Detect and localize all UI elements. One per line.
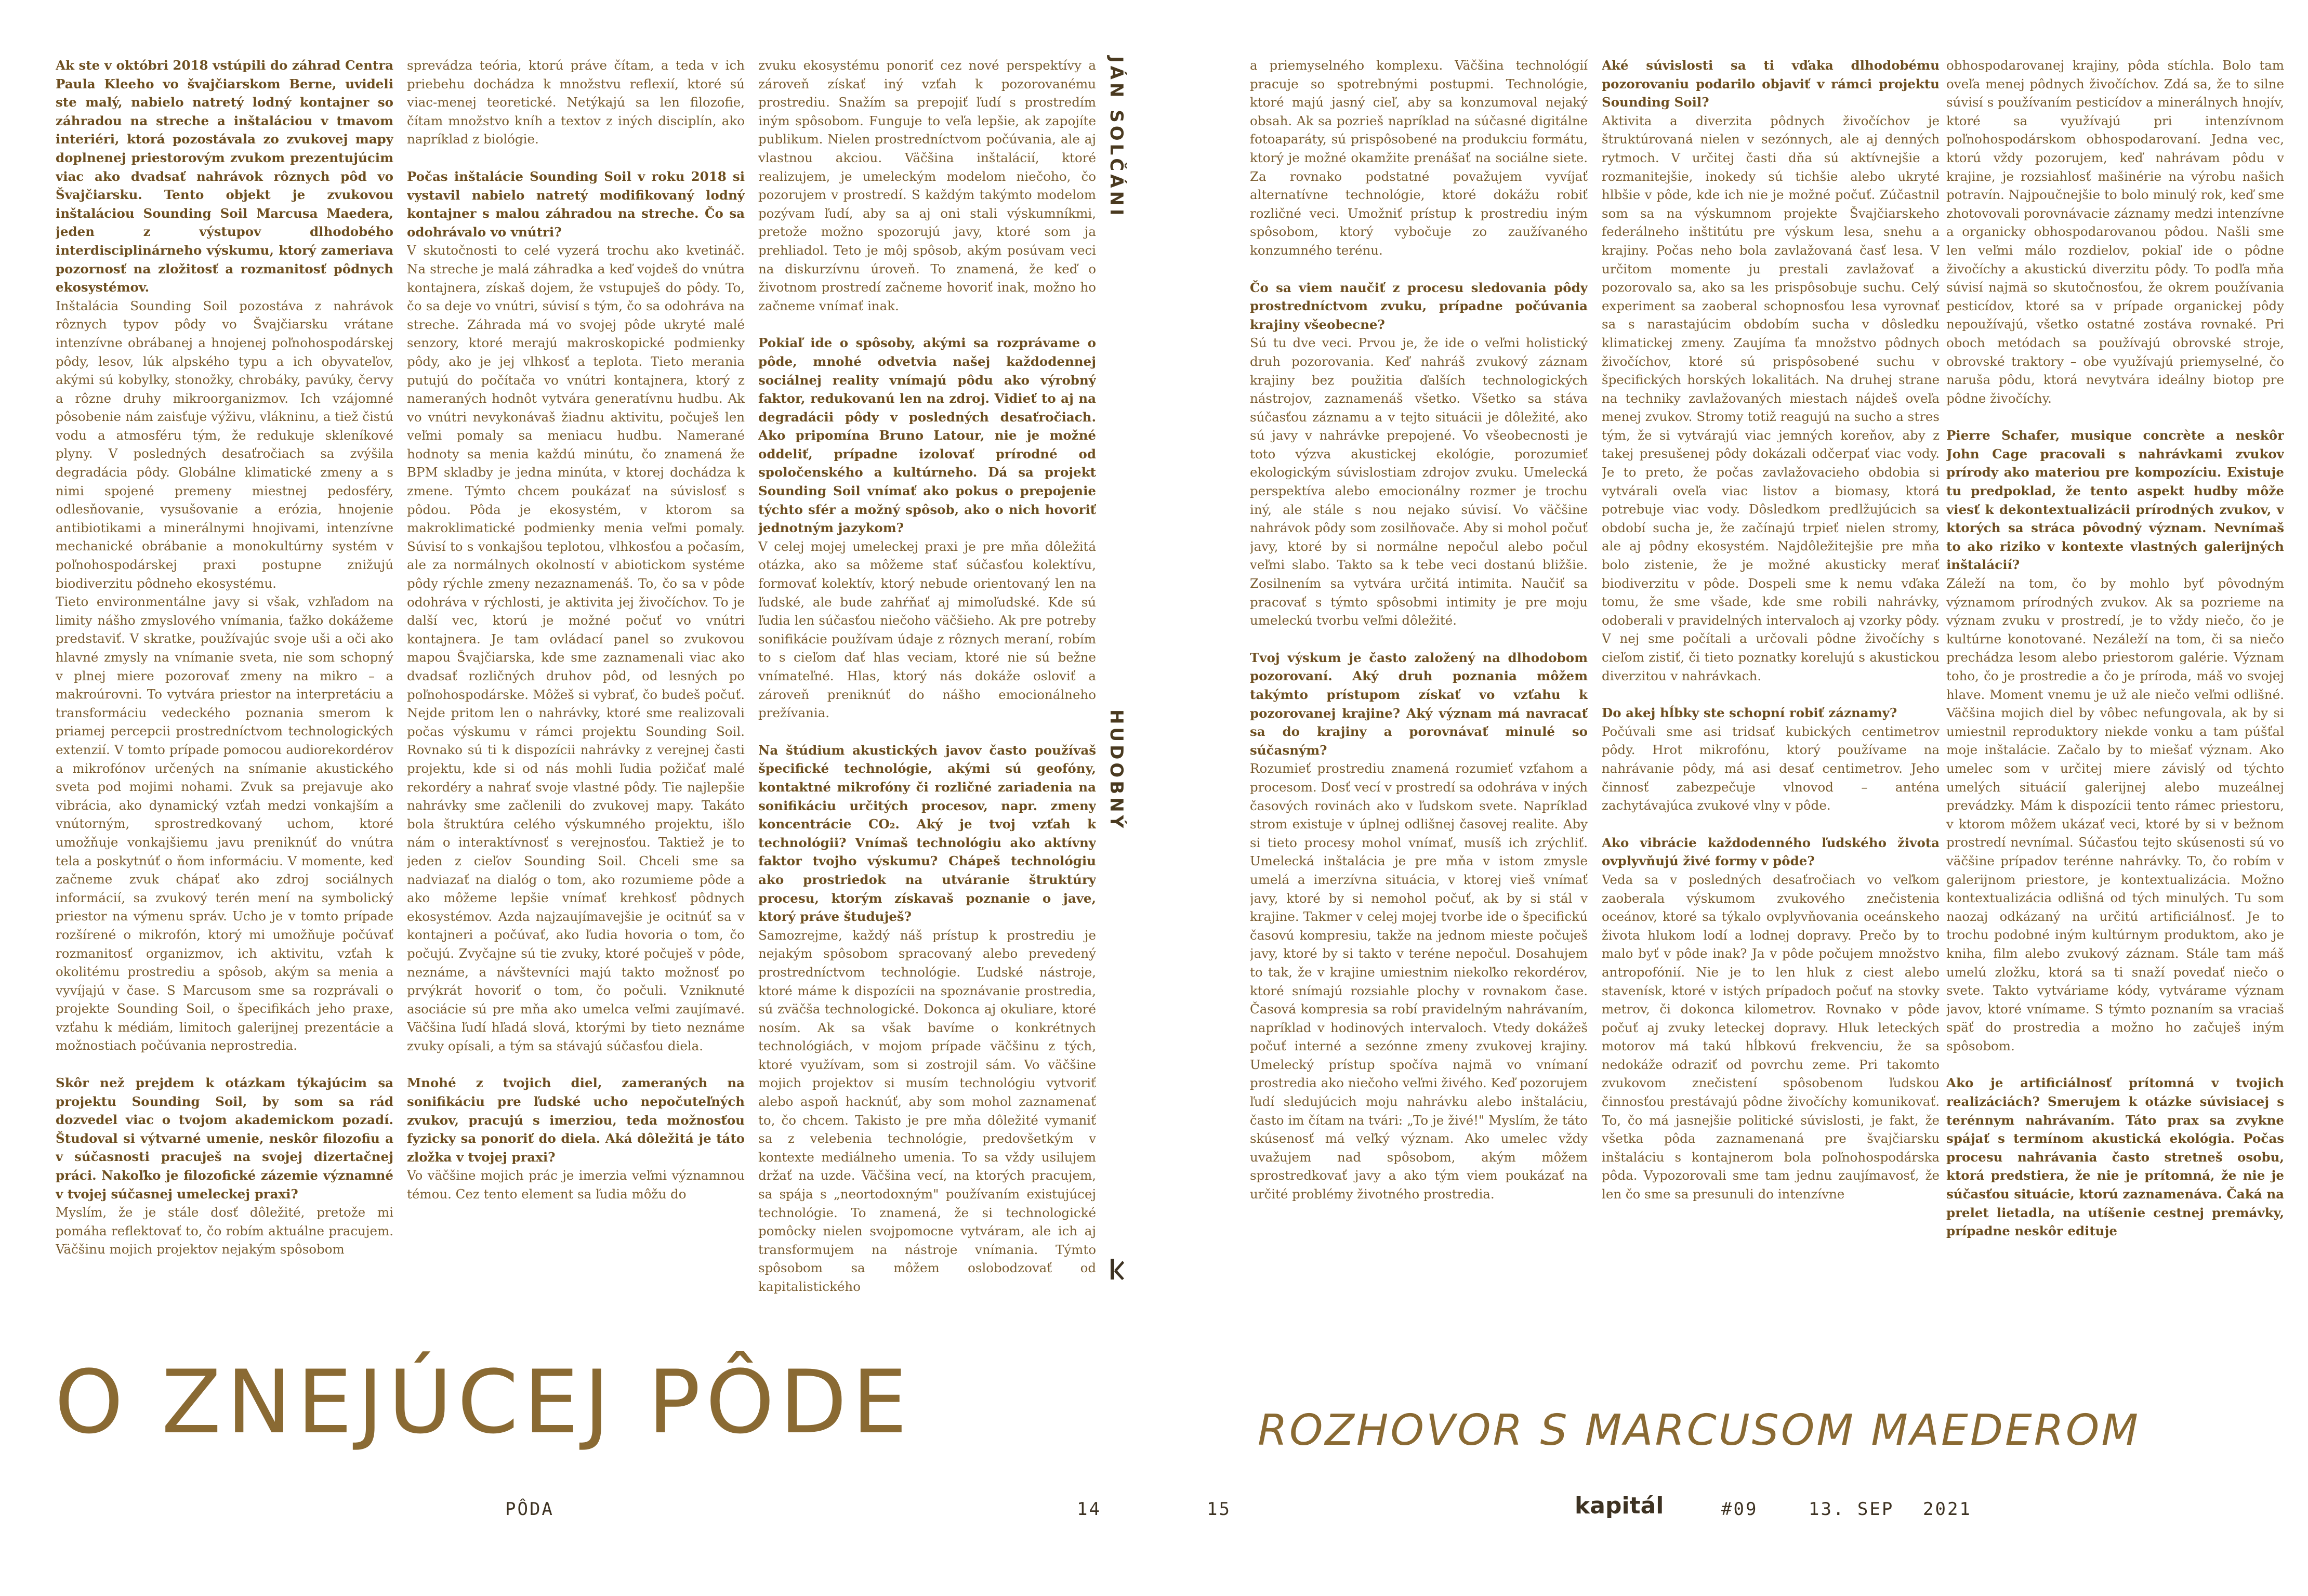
interview-question: Ako vibrácie každodenného ľudského života ovplyvňujú živé formy v pôde? (1602, 835, 1940, 869)
brand-logo: kapitál (1575, 1493, 1664, 1519)
article-column-6 (1946, 56, 2284, 1296)
section-label: HUDOBNÝ (1106, 709, 1127, 832)
interview-question: Skôr než prejdem k otázkam týkajúcim sa projektu Sounding Soil, by som sa rád dozvedel viac o tvojom akademickom pozadí. Študoval si výtvarné umenie, neskôr filozofiu a v súčasnosti pracuješ na svojej dizertačnej práci. Nakoľko je filozofické zázemie významné v tvojej súčasnej umeleckej praxi? (56, 1075, 393, 1202)
article-paragraph: sprevádza teória, ktorú práve čítam, a teda v ich priebehu dochádza k množstvu reflexií, ktoré sú viac-menej teoretické. Netýkajú sa len filozofie, čítam množstvo kníh a textov z iných disciplín, ako napríklad z biológie. (407, 58, 745, 147)
page-number-left: 14 (1077, 1499, 1101, 1520)
issue-number: #09 (1721, 1499, 1758, 1520)
article-paragraph: V celej mojej umeleckej praxi je pre mňa dôležitá otázka, ako sa môžeme stať súčasťou kolektívu, formovať kolektív, ktorý nebude orientovaný len na ľudské, ale bude zahŕňať aj mimoľudské. Kde sú ľudia len súčasťou niečoho väčšieho. Ak pre potreby sonifikácie používam údaje z rôznych meraní, robím to s cieľom dať hlas veciam, ktoré nie sú bežne vnímateľné. Hlas, ktorý nás dokáže osloviť a zároveň preniknúť do nášho emocionálneho prežívania. (758, 538, 1096, 721)
paragraph-gap (1602, 815, 1940, 834)
paragraph-gap (407, 149, 745, 167)
interview-question: Pierre Schafer, musique concrète a neskôr John Cage pracovali s nahrávkami zvukov prírody ako materiou pre kompozíciu. Existuje tu predpoklad, že tento aspekt hudby môže viesť k dekontextualizácii prírodných zvukov, v ktorých sa stráca pôvodný význam. Nevnímaš to ako riziko v kontexte vlastných galerijných inštalácií? (1946, 428, 2284, 573)
article-column-5 (1602, 56, 1940, 1296)
article-paragraph: V skutočnosti to celé vyzerá trochu ako kvetináč. Na streche je malá záhradka a keď vojdeš do vnútra kontajnera, získaš dojem, že vstupuješ do pôdy. To, čo sa deje vo vnútri, súvisí s tým, čo sa odohráva na streche. Záhrada má vo svojej pôde ukryté malé senzory, ktoré merajú makroskopické podmienky pôdy, ako je jej vlhkosť a teplota. Tieto merania putujú do počítača vo vnútri kontajnera, ktorý z nameraných hodnôt vytvára generatívnu hudbu. Ak vo vnútri nevykonávaš žiadnu aktivitu, počuješ len veľmi pomaly sa meniacu hudbu. Namerané hodnoty sa menia každú minútu, čo znamená že BPM skladby je jedna minúta, v ktorej dochádza k zmene. Týmto chcem poukázať na súvislosť s pôdou. Pôda je ekosystém, v ktorom sa makroklimatické podmienky menia veľmi pomaly. Súvisí to s vonkajšou teplotou, vlhkosťou a počasím, ale za normálnych okolností v abiotickom systéme pôdy rýchle zmeny nezaznamenáš. To, čo sa v pôde odohráva v rýchlosti, je aktivita jej živočíchov. To je další vec, ktorú je možné počuť vo vnútri kontajnera. Je tam ovládací panel so zvukovou mapou Švajčiarska, kde sme zaznamenali viac ako dvadsať rozličných druhov pôd, od lesných po poľnohospodárske. Môžeš si vybrať, čo budeš počuť. Nejde pritom len o nahrávky, ktoré sme realizovali počas výskumu v rámci projektu Sounding Soil. Rovnako sú ti k dispozícii nahrávky z verejnej časti projektu, kde si od nás mohli ľudia požičať malé rekordéry a nahrať svoje vlastné pôdy. Tie najlepšie nahrávky sme začlenili do zvukovej mapy. Takáto bola štruktúra celého výskumného projektu, išlo nám o interaktívnosť s verejnosťou. Taktiež je to jeden z cieľov Sounding Soil. Chceli sme sa nadviazať na dialóg o tom, ako rozumieme pôde a ako môžeme lepšie vnímať krehkosť pôdnych ekosystémov. Azda najzaujímavejšie je ocitnúť sa v kontajneri a počúvať, ako ľudia hovoria o tom, čo počujú. Zvyčajne sú tie zvuky, ktoré počuješ v pôde, neznáme, a návštevníci majú takto možnosť po prvýkrát hovoriť o tom, čo počuli. Vzniknuté asociácie sú pre mňa ako umelca veľmi zaujímavé. Väčšina ľudí hľadá slová, ktorými by tieto neznáme zvuky opísali, a tým sa stávajú súčasťou diela. (407, 243, 745, 1053)
footer-section-name: PÔDA (505, 1499, 554, 1520)
article-column-1 (56, 56, 393, 1296)
article-paragraph: Aktivita a diverzita pôdnych živočíchov je štruktúrovaná nielen v sezónnych, ale aj denných rytmoch. V určitej časti dňa sú aktívnejšie a rozmanitejšie, inokedy sú tichšie alebo ukryté hlbšie v pôde, kde ich nie je možné počuť. Zúčastnil som sa na výskumnom projekte Švajčiarskeho federálneho inštitútu pre výskum lesa, snehu a krajiny. Počas neho bola zavlažovaná časť lesa. V určitom momente ju prestali zavlažovať a pozorovalo sa, ako sa les prispôsobuje suchu. Celý experiment sa zaoberal schopnosťou lesa vyrovnať sa s narastajúcim obdobím sucha v dôsledku klimatickej zmeny. Zaujíma ťa množstvo pôdnych živočíchov, ktoré sú prispôsobené suchu v špecifických horských lokalitách. Na druhej strane na techniky zavlažovaných miestach nájdeš oveľa menej zvukov. Stromy totiž reagujú na sucho a stres tým, že si vytvárajú viac jemných koreňov, aby z takej presušenej pôdy dokázali odčerpať viac vody. Je to preto, že počas zavlažovacieho obdobia si vytvárali oveľa viac listov a biomasy, ktorá potrebuje viac vody. Dôsledkom predlžujúcich sa období sucha je, že začínajú trpieť nielen stromy, ale aj pôdny ekosystém. Najdôležitejšie pre mňa bolo zistenie, že je možné akusticky merať biodiverzitu v pôde. Dospeli sme k nemu vďaka tomu, že sme všade, kde sme robili nahrávky, odoberali v pravidelných intervaloch aj vzorky pôdy. V nej sme počítali a určovali pôdne živočíchy s cieľom zistiť, či tieto poznatky korelujú s akustickou diverzitou v nahrávkach. (1602, 113, 1940, 683)
paragraph-gap (758, 315, 1096, 334)
article-column-2 (407, 56, 745, 1296)
article-paragraph: Samozrejme, každý náš prístup k prostrediu je nejakým spôsobom spracovaný alebo prevedený prostredníctvom technológie. Ľudské nástroje, ktoré máme k dispozícii na spoznávanie prostredia, sú zväčša technologické. Dokonca aj okuliare, ktoré nosím. Ak sa však bavíme o konkrétnych technológiách, v mojom prípade väčšinu z tých, ktoré využívam, som si zostrojil sám. Vo väčšine mojich projektov si musím technológiu vytvoriť alebo aspoň hacknúť, aby som mohol zaznamenať to, čo chcem. Takisto je pre mňa dôležité vymaniť sa z velebenia technológie, predovšetkým v kontexte mediálneho umenia. To sa vždy usilujem držať na uzde. Väčšina vecí, na ktorých pracujem, sa spája s „neortodoxným" používaním existujúcej technológie. To znamená, že si technologické pomôcky nielen svojpomocne vytváram, ale ich aj transformujem na nástroje vnímania. Týmto spôsobom sa môžem oslobodzovať od kapitalistického (758, 927, 1096, 1294)
interview-question: Ako je artificiálnosť prítomná v tvojich realizáciách? Smerujem k otázke súvisiacej s terénnym nahrávaním. Táto prax sa zvykne spájať s termínom akustická ekológia. Počas procesu nahrávania často stretneš osobu, ktorá predstiera, že nie je prítomná, že nie je súčasťou situácie, ktorú zaznamenáva. Čaká na prelet lietadla, na utíšenie cestnej premávky, prípadne neskôr edituje (1946, 1075, 2284, 1239)
interview-question: Čo sa viem naučiť z procesu sledovania pôdy prostredníctvom zvuku, prípadne počúvania krajiny všeobecne? (1250, 280, 1588, 332)
interview-question: Do akej hĺbky ste schopní robiť záznamy? (1602, 705, 1897, 721)
article-paragraph: Veda sa v posledných desaťročiach vo veľkom zaoberala výskumom zvukového znečistenia oceánov, ktoré sa týkalo ovplyvňovania oceánskeho života hlukom lodí a lodnej dopravy. Prečo by to malo byť v pôde inak? Ja v pôde počujem množstvo antropofónií. Nie je to len hluk z ciest alebo stavenísk, ktoré v istých prípadoch počuť na stovky metrov, či dokonca kilometrov. Rovnako v pôde počuť aj zvuky leteckej dopravy. Hluk leteckých motorov má takú hĺbkovú frekvenciu, že sa nedokáže odraziť od povrchu zeme. Pri takomto zvukovom znečistení spôsobenom ľudskou činnosťou prestávajú pôdne živočíchy komunikovať. To, čo má jasnejšie politické súvislosti, je fakt, že všetka pôda zaznamenaná pre švajčiarsku inštaláciu s kontajnerom bola poľnohospodárska pôda. Vypozorovali sme tam jednu zaujímavosť, že len čo sme sa presunuli do intenzívne (1602, 872, 1940, 1202)
issue-date: 13. SEP (1809, 1499, 1894, 1520)
article-paragraph: Rozumieť prostrediu znamená rozumieť vzťahom a procesom. Dosť vecí v prostredí sa odohráva v iných časových rovinách ako v ľudskom svete. Napríklad strom existuje v úplnej odlišnej časovej realite. Aby si tieto procesy mohol vnímať, musíš ich zrýchliť. Umelecká inštalácia je pre mňa v istom zmysle umelá a imerzívna situácia, v ktorej vieš vnímať javy, ktoré by si nemohol počuť, ak by si stál v krajine. Takmer v celej mojej tvorbe ide o špecifickú časovú kompresiu, takže na jednom mieste počuješ javy, ktoré by si takto v teréne nepočul. Dosahujem to tak, že v krajine umiestnim niekoľko rekordérov, ktoré snímajú rozsiahle plochy v rovnakom čase. Časová kompresia sa robí pravidelným nahrávaním, napríklad v hodinových intervaloch. Vtedy dokážeš počuť interné a sezónne zmeny zvukovej krajiny. Umelecký prístup spočíva najmä vo vnímaní prostredia ako niečoho veľmi živého. Keď pozorujem ľudí sledujúcich moju nahrávku alebo inštaláciu, často im čítam na tvári: „To je živé!" Myslím, že táto skúsenosť má veľký význam. Ako umelec vždy uvažujem nad spôsobom, akým môžem sprostredkovať javy a ako tým viem poukázať na určité problémy životného prostredia. (1250, 761, 1588, 1202)
paragraph-gap (56, 1055, 393, 1074)
paragraph-gap (1250, 260, 1588, 279)
author-name: JÁN SOLČÁNI (1106, 56, 1127, 219)
paragraph-gap (1602, 685, 1940, 704)
article-title: O ZNEJÚCEJ PÔDE (55, 1351, 913, 1453)
paragraph-gap (407, 1055, 745, 1074)
paragraph-gap (1946, 407, 2284, 426)
article-paragraph: Myslím, že je stále dosť dôležité, pretože mi pomáha reflektovať to, čo robím aktuálne pracujem. Väčšinu mojich projektov nejakým spôsobom (56, 1205, 393, 1257)
interview-question: Na štúdium akustických javov často používaš špecifické technológie, akými sú geofóny, kontaktné mikrofóny či rozličné zariadenia na sonifikáciu určitých procesov, napr. zmeny koncentrácie CO₂. Aký je tvoj vzťah k technológii? Vnímaš technológiu ako aktívny faktor tvojho výskumu? Chápeš technológiu ako prostriedok na utváranie štruktúry procesu, ktorým získavaš poznanie o jave, ktorý práve študuješ? (758, 742, 1096, 925)
article-paragraph: Sú tu dve veci. Prvou je, že ide o veľmi holistický druh pozorovania. Keď nahráš zvukový záznam krajiny bez použitia ďalších technologických nástrojov, zaznamenáš všetko. Všetko sa stáva súčasťou záznamu a v tejto situácii je dôležité, ako sú javy v nahrávke prepojené. Vo všeobecnosti je toto výzva akustickej ekológie, porozumieť ekologickým súvislostiam zdrojov zvuku. Umelecká perspektíva alebo emocionálny rozmer je trochu iný, ale stále s nou nejako súvisí. Vo väčšine nahrávok pôdy som zosilňovače. Aby si mohol počuť javy, ktoré by si normálne nepočul alebo počul veľmi slabo. Takto sa k tebe veci dostanú bližšie. Zosilnením sa vytvára určitá intimita. Naučiť sa pracovať s týmto spôsobmi intimity je pre moju umeleckú tvorbu veľmi dôležité. (1250, 335, 1588, 628)
article-subtitle: ROZHOVOR S MARCUSOM MAEDEROM (1258, 1406, 2141, 1455)
issue-year: 2021 (1923, 1499, 1972, 1520)
article-paragraph: Tieto environmentálne javy si však, vzhľadom na limity nášho zmyslového vnímania, ťažko dokážeme predstaviť. V skratke, používajúc svoje uši a oči ako hlavné zmysly na vnímanie sveta, nie som schopný v plnej miere pozorovať zmeny na mikro – a makroúrovni. To vytvára priestor na interpretáciu a transformáciu vedeckého poznania smerom k priamej percepcii prostredníctvom technologických extenzií. V tomto prípade pomocou audiorekordérov a mikrofónov určených na snímanie akustického sveta pod mojimi nohami. Zvuk sa prejavuje ako vibrácia, ako dynamický vzťah medzi vonkajším a vnútorným, sprostredkovaný uchom, ktoré umožňuje vonkajšiemu javu preniknúť do vnútra tela a poskytnúť o ňom informáciu. V momente, keď začneme zvuk chápať ako zdroj sociálnych informácií, sa zvukový terén mení na symbolický priestor na výmenu správ. Ucho je v tomto prípade rozšírené o mikrofón, ktorý mi umožňuje počúvať rozmanitosť organizmov, ich aktivitu, vzťah k okolitému prostrediu a spôsob, akým sa menia a vyvíjajú v čase. S Marcusom sme sa rozprávali o projekte Sounding Soil, o špecifikách jeho praxe, vzťahu k médiám, limitoch galerijnej prezentácie a možnostiach počúvania neprostredia. (56, 594, 393, 1053)
article-paragraph: zvuku ekosystému ponoriť cez nové perspektívy a zároveň získať iný vzťah k pozorovanému prostrediu. Snažím sa prepojiť ľudí s prostredím iným spôsobom. Funguje to veľa lepšie, ak zapojíte publikum. Nielen prostredníctvom počúvania, ale aj vlastnou akciou. Väčšina inštalácií, ktoré realizujem, je umeleckým modelom niečoho, čo pozorujem v prostredí. S každým takýmto modelom pozývam ľudí, aby sa aj oni stali výskumníkmi, pretože možno spozorujú javy, ktoré som ja prehliadol. Teto je môj spôsob, akým posúvam veci na diskurzívnu úroveň. To znamená, že keď o životnom prostredí začneme hovoriť inak, možno ho začneme vnímať inak. (758, 58, 1096, 313)
article-column-3 (758, 56, 1096, 1296)
article-paragraph: Vo väčšine mojich prác je imerzia veľmi významnou témou. Cez tento element sa ľudia môžu do (407, 1168, 745, 1202)
interview-question: Pokiaľ ide o spôsoby, akými sa rozprávame o pôde, mnohé odvetvia našej každodennej sociálnej reality vnímajú pôdu ako výrobný faktor, redukovanú len na zdroj. Vidieť to aj na degradácii pôdy v posledných desaťročiach. Ako pripomína Bruno Latour, nie je možné oddeliť, prípadne izolovať prírodné od spoločenského a kultúrneho. Dá sa projekt Sounding Soil vnímať ako pokus o prepojenie týchto sfér a možný spôsob, ako o nich hovoriť jednotným jazykom? (758, 335, 1096, 536)
paragraph-gap (758, 722, 1096, 741)
article-paragraph: Záleží na tom, čo by mohlo byť pôvodným významom prírodných zvukov. Ak sa pozrieme na význam zvuku v prostredí, je to vždy niečo, čo je kultúrne konotované. Nezáleží na tom, či sa niečo prechádza lesom alebo priestorom galérie. Význam toho, čo je prostredie a čo je príroda, máš vo svojej hlave. Moment vnemu je už ale niečo veľmi odlišné. Väčšina mojich diel by vôbec nefungovala, ak by si umiestnil reproduktory niekde vonku a tam púšťal moje inštalácie. Začalo by to miešať význam. Ako umelec som v určitej miere závislý od týchto umelých situácií galerijnej alebo muzeálnej prevádzky. Mám k dispozícii tento rámec priestoru, v ktorom môžem ukázať veci, ktoré by si v bežnom prostredí nevnímal. Súčasťou tejto skúsenosti sú vo väčšine prípadov terénne nahrávky. To, čo robím v galerijnom priestore, je kontextualizácia. Možno kontextualizácia odlišná od tých minulých. Tu som naozaj odkázaný na určitú artificiálnosť. Je to trochu podobné iným kultúrnym produktom, ako je kniha, film alebo zvukový záznam. Stále tam máš umelú zložku, ktorá sa ti snaží povedať niečo o svete. Takto vytváriame kódy, vytvárame význam javov, ktoré vnímame. S týmto poznaním sa vraciaš späť do prostredia a možno ho začuješ iným spôsobom. (1946, 576, 2284, 1053)
paragraph-gap (1250, 630, 1588, 649)
interview-question: Mnohé z tvojich diel, zameraných na sonifikáciu pre ľudské ucho nepočuteľných zvukov, pracujú s imerziou, teda možnosťou fyzicky sa ponoriť do diela. Aká dôležitá je táto zložka v tvojej praxi? (407, 1075, 745, 1165)
interview-question: Tvoj výskum je často založený na dlhodobom pozorovaní. Aký druh poznania môžem takýmto prístupom získať vo vzťahu k pozorovanej krajine? Aký význam má navracať sa do krajiny a porovnávať minulé so súčasným? (1250, 650, 1588, 758)
interview-question: Aké súvislosti sa ti vďaka dlhodobému pozorovaniu podarilo objaviť v rámci projektu Sounding Soil? (1602, 58, 1940, 110)
article-paragraph: Počúvali sme asi tridsať kubických centimetrov pôdy. Hrot mikrofónu, ktorý používame na nahrávanie pôdy, má asi desať centimetrov. Jeho činnosť zabezpečuje vlnovod – anténa zachytávajúca zvukové vlny v pôde. (1602, 723, 1940, 813)
kapital-k-icon (1110, 1258, 1125, 1281)
article-lead: Ak ste v októbri 2018 vstúpili do záhrad Centra Paula Kleeho vo švajčiarskom Berne, uvideli ste malý, nabielo natretý lodný kontajner so záhradou na streche a inštaláciou v tmavom interiéri, ktorá pozostávala zo zvukovej mapy doplnenej priestorovým zvukom prezentujúcim viac ako dvadsať nahrávok rôznych pôd vo Švajčiarsku. Tento objekt je zvukovou inštaláciou Sounding Soil Marcusa Maedera, jeden z výstupov dlhodobého interdisciplinárneho výskumu, ktorý zameriava pozornosť na zložitosť a rozmanitosť pôdnych ekosystémov. (56, 58, 393, 295)
article-paragraph: a priemyselného komplexu. Väčšina technológií pracuje so spotrebnými postupmi. Technológie, ktoré majú jasný cieľ, aby sa konzumoval nejaký obsah. Ak sa pozrieš napríklad na súčasné digitálne fotoaparáty, sú prispôsobené na produkciu formátu, ktorý je možné okamžite prenášať na sociálne siete. Za rovnako podstatné považujem vyvíjať alternatívne technológie, ktoré dokážu robiť rozličné veci. Umožniť prístup k prostrediu iným spôsobom, ktorý vybočuje zo zaužívaného konzumného terénu. (1250, 58, 1588, 258)
interview-question: Počas inštalácie Sounding Soil v roku 2018 si vystavil nabielo natretý modifikovaný lodný kontajner s malou záhradou na streche. Čo sa odohrávalo vo vnútri? (407, 168, 745, 240)
article-paragraph: Inštalácia Sounding Soil pozostáva z nahrávok rôznych typov pôdy vo Švajčiarsku vrátane intenzívne obrábanej a hnojenej poľnohospodárskej pôdy, lesov, lúk alpského typu a ich obyvateľov, akými sú kobylky, stonožky, chrobáky, pavúky, červy a rôzne druhy mikroorganizmov. Ich vzájomné pôsobenie nám zaisťuje výživu, vlákninu, a tiež čistú vodu a atmosféru tým, že redukuje skleníkové plyny. V posledných desaťročiach sa zvýšila degradácia pôdy. Globálne klimatické zmeny a s nimi spojené premeny miestnej pedosféry, odlesňovanie, vysušovanie a erózia, hnojenie antibiotikami a minerálnymi hnojivami, intenzívne mechanické obrábanie a monokultúrny systém v poľnohospodárskej praxi postupne znižujú biodiverzitu pôdneho ekosystému. (56, 298, 393, 591)
article-paragraph: obhospodarovanej krajiny, pôda stíchla. Bolo tam oveľa menej pôdnych živočíchov. Zdá sa, že to silne súvisí s používaním pesticídov a minerálnych hnojív, ktoré sa využívajú pri intenzívnom poľnohospodárskom obhospodarovaní. Jedna vec, ktorú vždy pozorujem, keď nahrávam pôdu v krajine, je rozsiahlosť mašinérie na výrobu našich potravín. Najpoučnejšie to bolo minulý rok, keď sme zhotovovali porovnávacie záznamy medzi intenzívne a organicky obhospodarovanou pôdou. Našli sme len veľmi málo rozdielov, pokiaľ ide o pôdne živočíchy a akustickú diverzitu pôdy. To podľa mňa súvisí najmä so skutočnosťou, že okrem používania pesticídov, ktoré sa v prípade organickej pôdy nepoužívajú, všetko ostatné zostáva rovnaké. Pri oboch metódach sa používajú obrovské stroje, obrovské traktory – obe využívajú priemyselné, čo naruša pôdu, ktorá nevytvára ideálny biotop pre pôdne živočíchy. (1946, 58, 2284, 406)
page-number-right: 15 (1207, 1499, 1231, 1520)
paragraph-gap (1946, 1055, 2284, 1074)
article-column-4 (1250, 56, 1588, 1296)
